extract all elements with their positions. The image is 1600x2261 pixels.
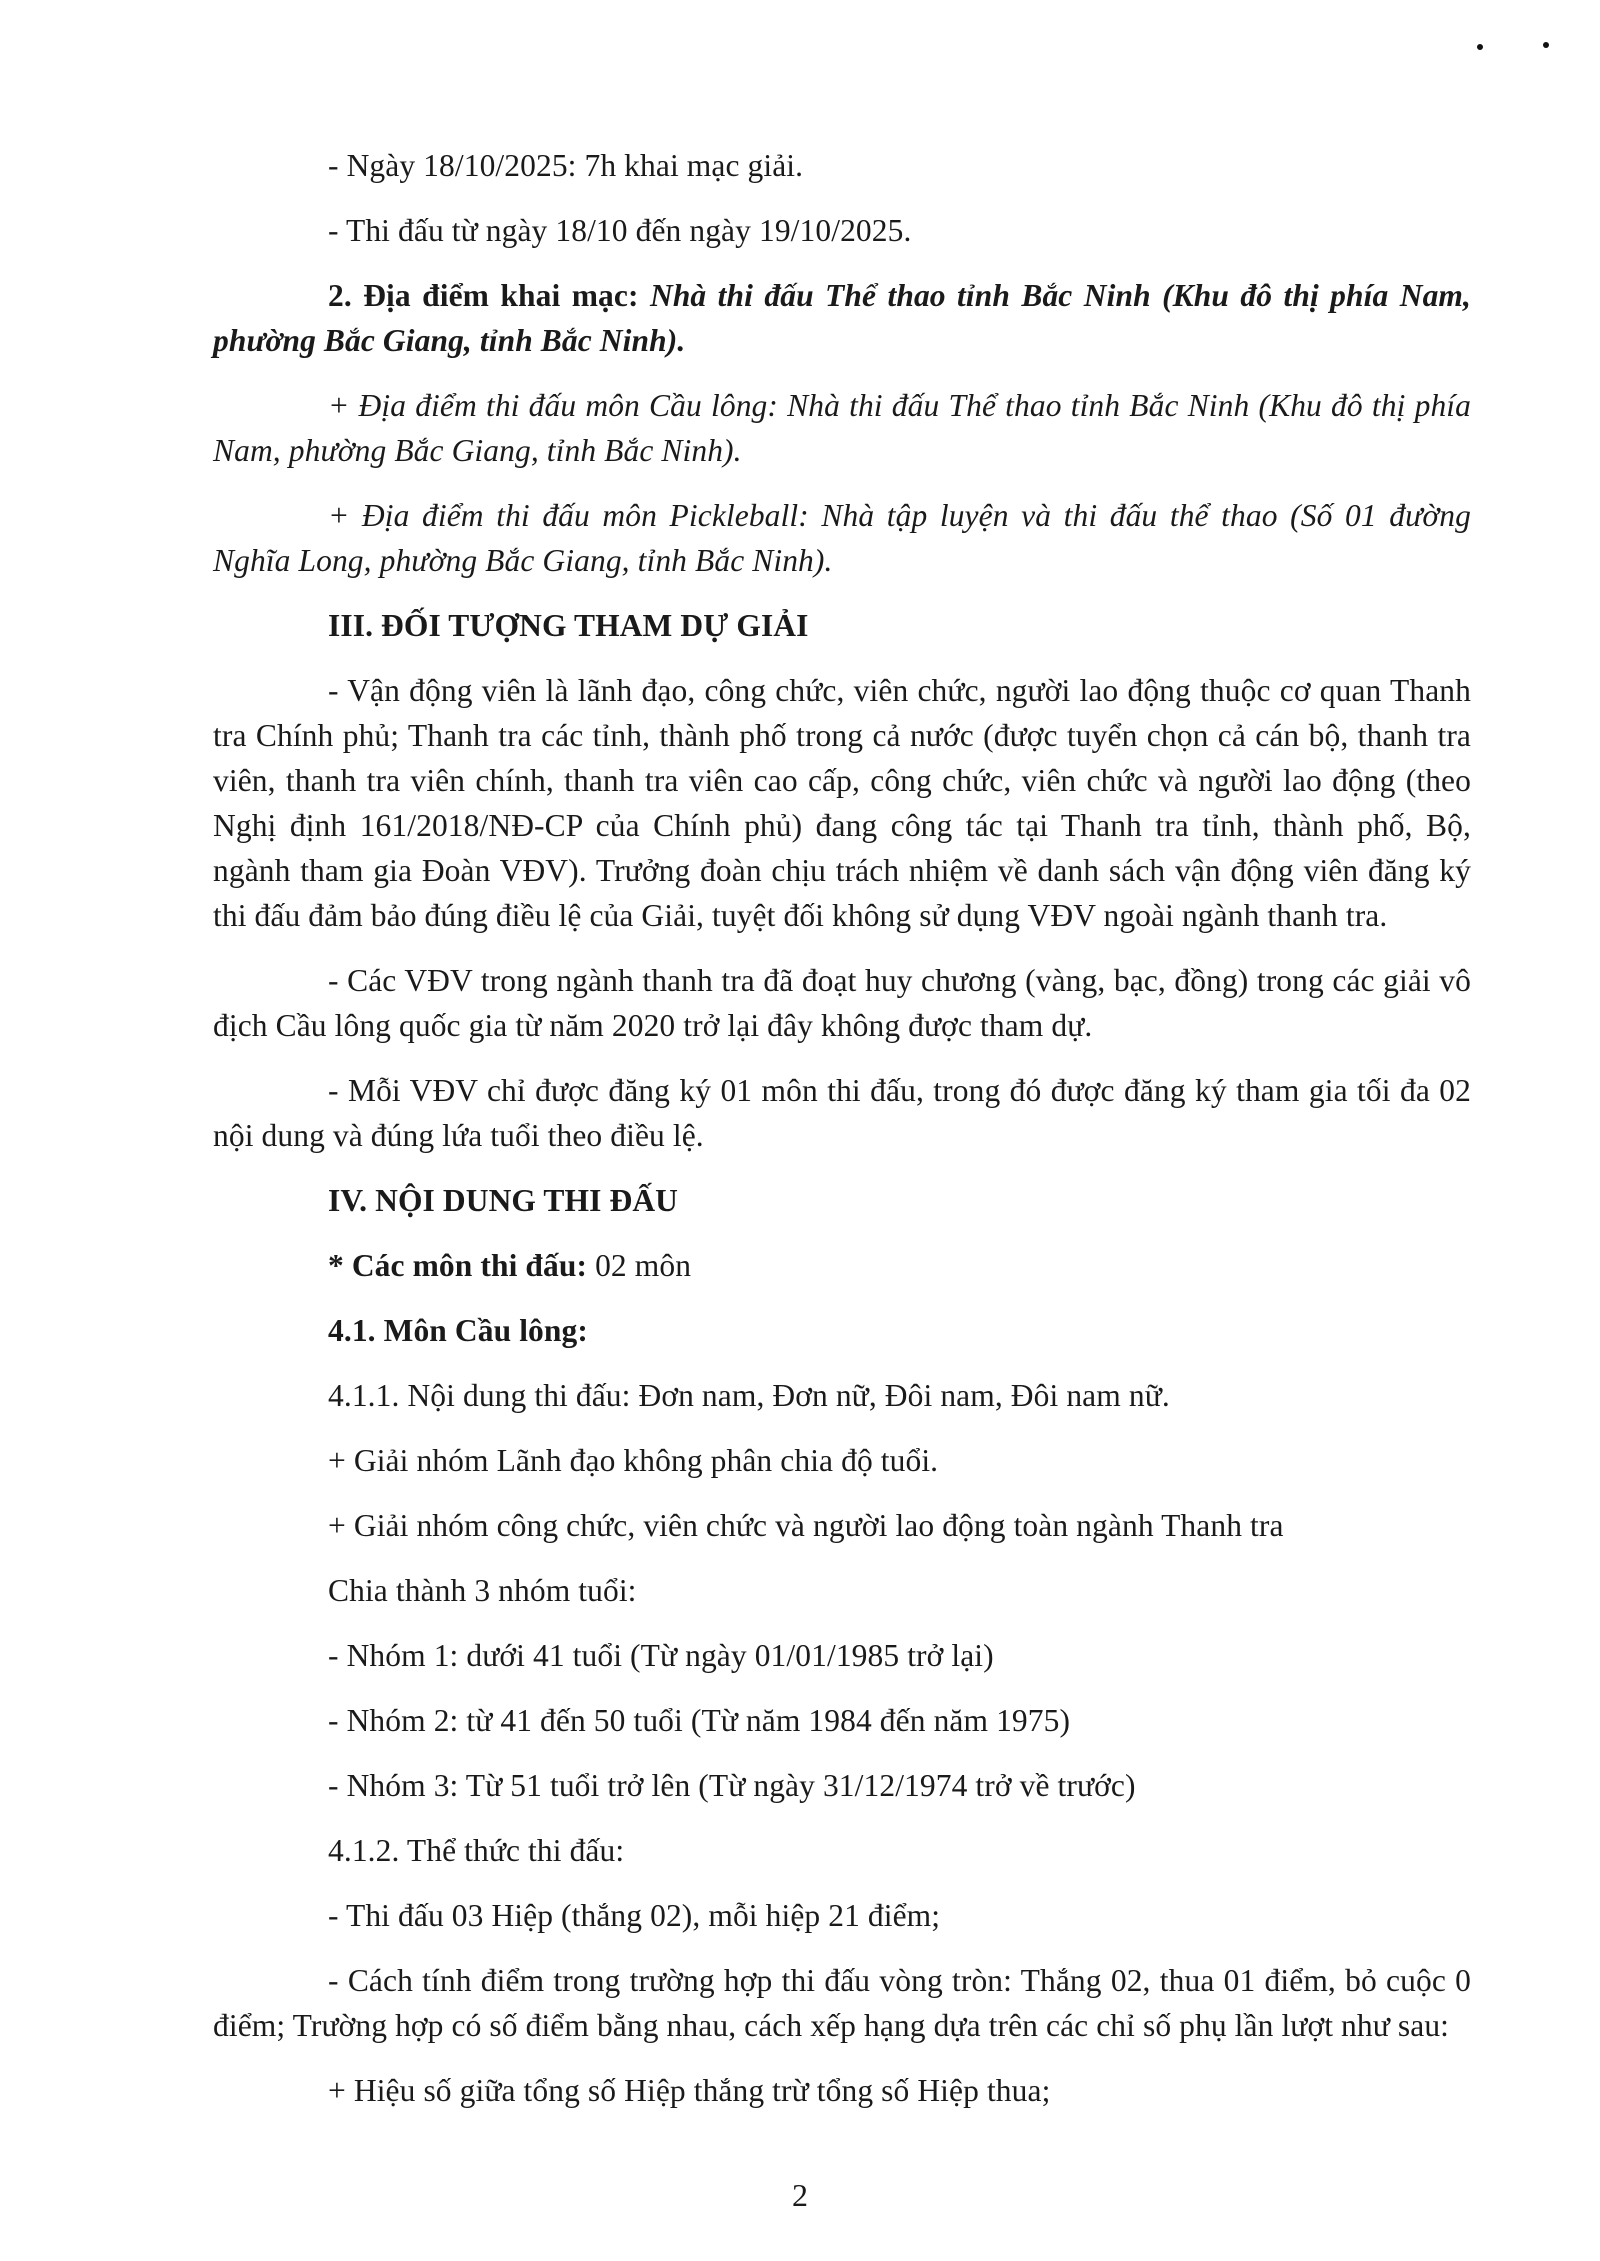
paragraph-age-group-2: - Nhóm 2: từ 41 đến 50 tuổi (Từ năm 1984 đến năm 1975) [328, 1703, 1071, 1738]
paragraph-badminton-events: 4.1.1. Nội dung thi đấu: Đơn nam, Đơn nữ, Đôi nam, Đôi nam nữ. [328, 1378, 1170, 1413]
section-heading-events: IV. NỘI DUNG THI ĐẤU [328, 1183, 679, 1218]
paragraph-opening-venue [213, 273, 1471, 363]
paragraph-badminton-venue: + Địa điểm thi đấu môn Cầu lông: Nhà thi đấu Thể thao tỉnh Bắc Ninh (Khu đô thị phía Nam, phường Bắc Giang, tỉnh Bắc Ninh). [213, 388, 1471, 468]
section-heading-participants: III. ĐỐI TƯỢNG THAM DỰ GIẢI [328, 608, 809, 643]
scan-dot [1543, 42, 1549, 48]
paragraph-tiebreak-1: + Hiệu số giữa tổng số Hiệp thắng trừ tổng số Hiệp thua; [328, 2073, 1051, 2108]
paragraph-competition-dates: - Thi đấu từ ngày 18/10 đến ngày 19/10/2025. [328, 213, 912, 248]
paragraph-staff-group: + Giải nhóm công chức, viên chức và người lao động toàn ngành Thanh tra [328, 1508, 1284, 1543]
paragraph-age-groups-intro: Chia thành 3 nhóm tuổi: [328, 1573, 637, 1608]
paragraph-medalist-exclusion: - Các VĐV trong ngành thanh tra đã đoạt huy chương (vàng, bạc, đồng) trong các giải vô địch Cầu lông quốc gia từ năm 2020 trở lại đây không được tham dự. [213, 963, 1471, 1043]
sports-count-label: * Các môn thi đấu: [328, 1248, 596, 1283]
paragraph-pickleball-venue: + Địa điểm thi đấu môn Pickleball: Nhà tập luyện và thi đấu thể thao (Số 01 đường Nghĩa Long, phường Bắc Giang, tỉnh Bắc Ninh). [213, 498, 1471, 578]
document-page [213, 143, 1471, 2133]
paragraph-leaders-group: + Giải nhóm Lãnh đạo không phân chia độ tuổi. [328, 1443, 939, 1478]
scan-dot [1477, 44, 1483, 50]
subsection-heading-badminton: 4.1. Môn Cầu lông: [328, 1313, 588, 1348]
opening-venue-text: Nhà thi đấu Thể thao tỉnh Bắc Ninh (Khu đô thị phía Nam, phường Bắc Giang, tỉnh Bắc Ninh). [213, 278, 1471, 358]
paragraph-opening-date: - Ngày 18/10/2025: 7h khai mạc giải. [328, 148, 804, 183]
paragraph-eligibility: - Vận động viên là lãnh đạo, công chức, viên chức, người lao động thuộc cơ quan Thanh tra Chính phủ; Thanh tra các tỉnh, thành phố trong cả nước (được tuyển chọn cả cán bộ, thanh tra viên, thanh tra viên chính, thanh tra viên cao cấp, công chức, viên chức và người lao động (theo Nghị định 161/2018/NĐ-CP của Chính phủ) đang công tác tại Thanh tra tỉnh, thành phố, Bộ, ngành tham gia Đoàn VĐV). Trưởng đoàn chịu trách nhiệm về danh sách vận động viên đăng ký thi đấu đảm bảo đúng điều lệ của Giải, tuyệt đối không sử dụng VĐV ngoài ngành thanh tra. [213, 673, 1471, 933]
scan-marks [1470, 40, 1570, 60]
paragraph-match-format: - Thi đấu 03 Hiệp (thắng 02), mỗi hiệp 21 điểm; [328, 1898, 941, 1933]
paragraph-registration-limit: - Mỗi VĐV chỉ được đăng ký 01 môn thi đấu, trong đó được đăng ký tham gia tối đa 02 nội dung và đúng lứa tuổi theo điều lệ. [213, 1073, 1471, 1153]
paragraph-age-group-1: - Nhóm 1: dưới 41 tuổi (Từ ngày 01/01/1985 trở lại) [328, 1638, 994, 1673]
paragraph-sports-count [213, 1243, 1471, 1288]
paragraph-age-group-3: - Nhóm 3: Từ 51 tuổi trở lên (Từ ngày 31/12/1974 trở về trước) [328, 1768, 1136, 1803]
opening-venue-label: 2. Địa điểm khai mạc: [328, 278, 650, 313]
paragraph-format-heading: 4.1.2. Thể thức thi đấu: [328, 1833, 625, 1868]
sports-count-value: 02 môn [595, 1248, 692, 1283]
page-number: 2 [792, 2177, 808, 2213]
paragraph-scoring-rules: - Cách tính điểm trong trường hợp thi đấu vòng tròn: Thắng 02, thua 01 điểm, bỏ cuộc 0 điểm; Trường hợp có số điểm bằng nhau, cách xếp hạng dựa trên các chỉ số phụ lần lượt như sau: [213, 1963, 1471, 2043]
